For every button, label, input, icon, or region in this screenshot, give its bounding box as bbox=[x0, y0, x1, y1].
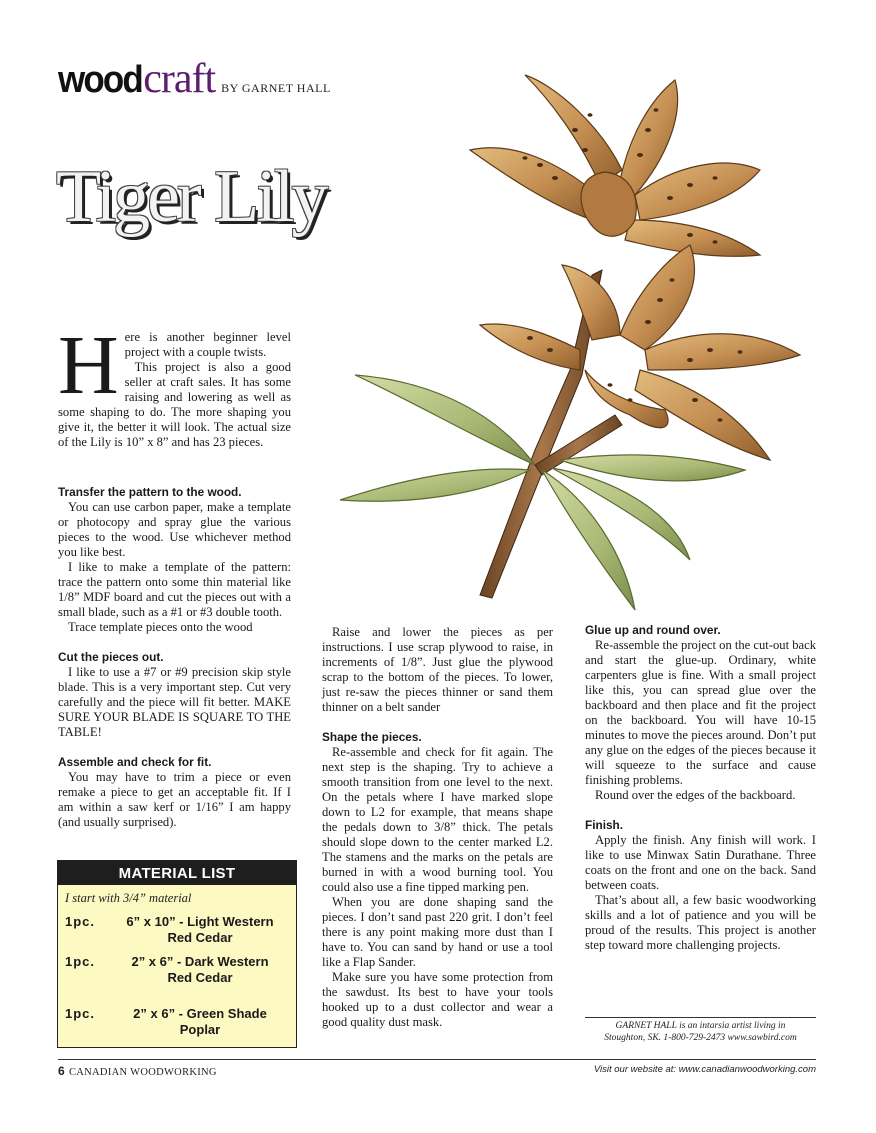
material-qty: 1pc. bbox=[65, 954, 96, 969]
finish-p2: That’s about all, a few basic woodworking skills and a lot of patience and you will be proud of the results. This project is another step toward more challenging projects. bbox=[585, 893, 816, 952]
material-list-box bbox=[57, 860, 297, 1048]
material-item bbox=[58, 914, 296, 946]
transfer-p3: Trace template pieces onto the wood bbox=[68, 620, 253, 634]
author-bio bbox=[585, 1020, 816, 1044]
bio-line-1: GARNET HALL is an intarsia artist living in bbox=[615, 1021, 786, 1031]
material-qty: 1pc. bbox=[65, 914, 96, 929]
bio-divider bbox=[585, 1017, 816, 1018]
material-desc-line2: Poplar bbox=[179, 1022, 221, 1037]
material-desc-line1: 6” x 10” - Light Western bbox=[126, 914, 274, 929]
byline: BY GARNET HALL bbox=[221, 81, 331, 95]
footer-divider bbox=[58, 1059, 816, 1060]
material-list-heading: MATERIAL LIST bbox=[58, 861, 296, 885]
material-desc-line2: Red Cedar bbox=[167, 930, 233, 945]
website-link[interactable]: Visit our website at: www.canadianwoodworking.com bbox=[593, 1064, 816, 1075]
shape-p3: Make sure you have some protection from the sawdust. Its best to have your tools hooked up to a dust collector and wear a good quality dust mask. bbox=[322, 970, 553, 1029]
material-item bbox=[58, 954, 296, 986]
shape-p2: When you are done shaping sand the pieces. I don’t sand past 220 grit. I don’t feel there is any point making more dust than I have to. You can sand by hand or use a tool like a Flap Sander. bbox=[322, 895, 553, 969]
heading-finish: Finish. bbox=[585, 818, 624, 832]
shape-p1: Re-assemble and check for fit again. The next step is the shaping. Try to achieve a smooth transition from one level to the next. On the petals where I have marked slope down to L2 for example, that means shape the pedals down to 3/8” thick. The petals should slope down to the center marked L2. The stamens and the marks on the petals are burned in with a wood burning tool. You could also use a fine tipped marking pen. bbox=[322, 745, 553, 894]
bio-line-2: Stoughton, SK. 1-800-729-2473 www.sawbird.com bbox=[604, 1033, 797, 1043]
heading-cut: Cut the pieces out. bbox=[58, 650, 164, 664]
tiger-lily-illustration bbox=[330, 70, 810, 615]
material-list-note: I start with 3/4” material bbox=[65, 891, 192, 905]
article-title: Tiger Lily bbox=[56, 156, 326, 238]
drop-cap: H bbox=[58, 319, 119, 412]
intro-paragraph-1: ere is another beginner level project with a couple twists. bbox=[124, 330, 291, 359]
brand-wood: wood bbox=[58, 59, 142, 101]
footer-left bbox=[58, 1064, 217, 1078]
material-item bbox=[58, 1006, 296, 1038]
raise-p1: Raise and lower the pieces as per instructions. I use scrap plywood to raise, in increments of 1/8”. Just glue the plywood scrap to the bottom of the pieces. To lower, just re-saw the pieces thinner or sand them thinner on a belt sander bbox=[322, 625, 553, 714]
cut-p1: I like to use a #7 or #9 precision skip style blade. This is a very important step. Cut very carefully and the piece will fit better. MAKE SURE YOUR BLADE IS SQUARE TO THE TABLE! bbox=[58, 665, 291, 739]
intro-column bbox=[58, 319, 291, 450]
glue-p1: Re-assemble the project on the cut-out back and start the glue-up. Ordinary, white carpenters glue is fine. With a small project like this, you can spread glue over the backboard and then place and fit the project on the backboard. You will have 10-15 minutes to move the pieces around. Don’t put any glue on the edges of the pieces because it will squeeze to the surface and cause finishing problems. bbox=[585, 638, 817, 787]
column-1 bbox=[58, 485, 291, 830]
transfer-p2: I like to make a template of the pattern: trace the pattern onto some thin material like 1/8” MDF board and cut the pieces out with a small blade, such as a #1 or #3 double tooth. bbox=[58, 560, 291, 619]
material-desc-line2: Red Cedar bbox=[167, 970, 233, 985]
heading-transfer: Transfer the pattern to the wood. bbox=[58, 485, 242, 499]
finish-p1: Apply the finish. Any finish will work. I like to use Minwax Satin Durathane. Three coats on the front and one on the back. Sand between coats. bbox=[585, 833, 816, 892]
brand-craft: craft bbox=[143, 56, 216, 102]
intro-paragraph-2: This project is also a good seller at craft sales. It has some raising and lowering as well as some shaping to do. The more shaping you give it, the better it will look. The actual size of the Lily is 10” x 8” and has 23 pieces. bbox=[58, 360, 291, 449]
heading-glue: Glue up and round over. bbox=[585, 623, 721, 637]
publication-name: CANADIAN WOODWORKING bbox=[68, 1067, 217, 1078]
material-desc-line1: 2” x 6” - Green Shade bbox=[133, 1006, 267, 1021]
glue-p2: Round over the edges of the backboard. bbox=[595, 788, 796, 802]
column-2 bbox=[322, 625, 553, 1030]
page-number: 6 bbox=[58, 1064, 65, 1078]
heading-shape: Shape the pieces. bbox=[322, 730, 422, 744]
assemble-p1: You may have to trim a piece or even remake a piece to get an acceptable fit. If I am within a saw kerf or 1/16” I am happy (and usually surprised). bbox=[58, 770, 291, 829]
masthead bbox=[58, 55, 331, 103]
transfer-p1: You can use carbon paper, make a template or photocopy and spray glue the various pieces to the wood. Use whichever method you like best. bbox=[58, 500, 291, 559]
material-qty: 1pc. bbox=[65, 1006, 96, 1021]
column-3 bbox=[585, 623, 816, 953]
heading-assemble: Assemble and check for fit. bbox=[58, 755, 212, 769]
material-desc-line1: 2” x 6” - Dark Western bbox=[131, 954, 269, 969]
